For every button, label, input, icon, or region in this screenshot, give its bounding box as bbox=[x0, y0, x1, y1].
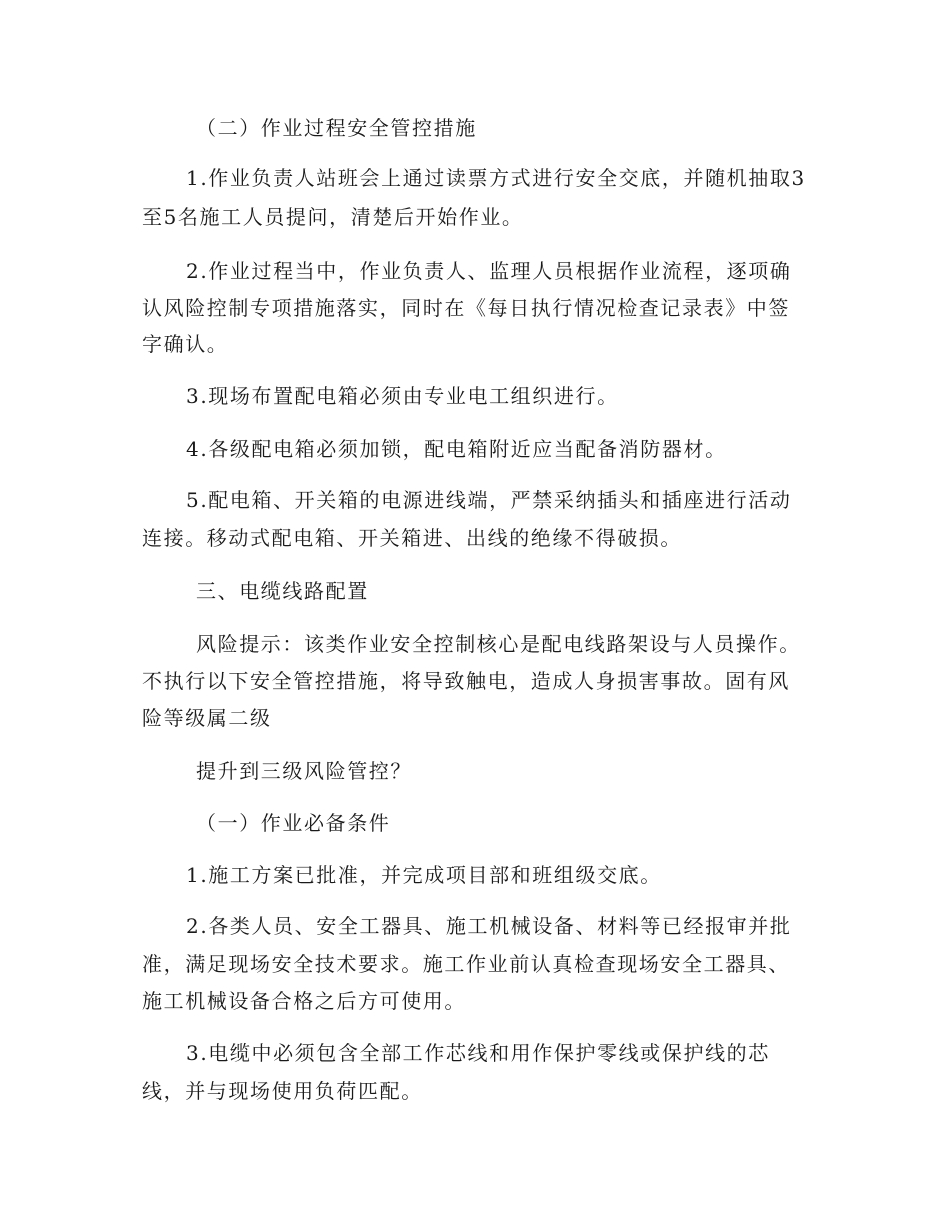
paragraph-line: 风险提示：该类作业安全控制核心是配电线路架设与人员操作。 bbox=[196, 632, 801, 656]
section-heading: （二）作业过程安全管控措施 bbox=[196, 116, 477, 140]
paragraph-line: 认风险控制专项措施落实，同时在《每日执行情况检查记录表》中签 bbox=[142, 296, 790, 320]
paragraph-line: 2.作业过程当中，作业负责人、监理人员根据作业流程，逐项确 bbox=[186, 259, 792, 283]
section-heading: （一）作业必备条件 bbox=[196, 811, 391, 835]
paragraph-line: 1.施工方案已批准，并完成项目部和班组级交底。 bbox=[186, 863, 662, 887]
paragraph-line: 2.各类人员、安全工器具、施工机械设备、材料等已经报审并批 bbox=[186, 914, 792, 938]
paragraph-line: 字确认。 bbox=[142, 332, 229, 356]
paragraph-line: 3.现场布置配电箱必须由专业电工组织进行。 bbox=[186, 384, 619, 408]
section-heading: 三、电缆线路配置 bbox=[196, 579, 369, 603]
paragraph-line: 连接。移动式配电箱、开关箱进、出线的绝缘不得破损。 bbox=[142, 526, 682, 550]
paragraph-line: 提升到三级风险管控？ bbox=[196, 759, 412, 783]
paragraph-line: 至5名施工人员提问，清楚后开始作业。 bbox=[142, 205, 524, 229]
paragraph-line: 4.各级配电箱必须加锁，配电箱附近应当配备消防器材。 bbox=[186, 437, 727, 461]
paragraph-line: 险等级属二级 bbox=[142, 706, 272, 730]
paragraph-line: 不执行以下安全管控措施，将导致触电，造成人身损害事故。固有风 bbox=[142, 669, 790, 693]
paragraph-line: 1.作业负责人站班会上通过读票方式进行安全交底，并随机抽取3 bbox=[186, 166, 806, 190]
paragraph-line: 3.电缆中必须包含全部工作芯线和用作保护零线或保护线的芯 bbox=[186, 1041, 770, 1065]
paragraph-line: 线，并与现场使用负荷匹配。 bbox=[142, 1079, 423, 1103]
paragraph-line: 准，满足现场安全技术要求。施工作业前认真检查现场安全工器具、 bbox=[142, 952, 790, 976]
paragraph-line: 施工机械设备合格之后方可使用。 bbox=[142, 989, 466, 1013]
paragraph-line: 5.配电箱、开关箱的电源进线端，严禁采纳插头和插座进行活动 bbox=[186, 488, 792, 512]
